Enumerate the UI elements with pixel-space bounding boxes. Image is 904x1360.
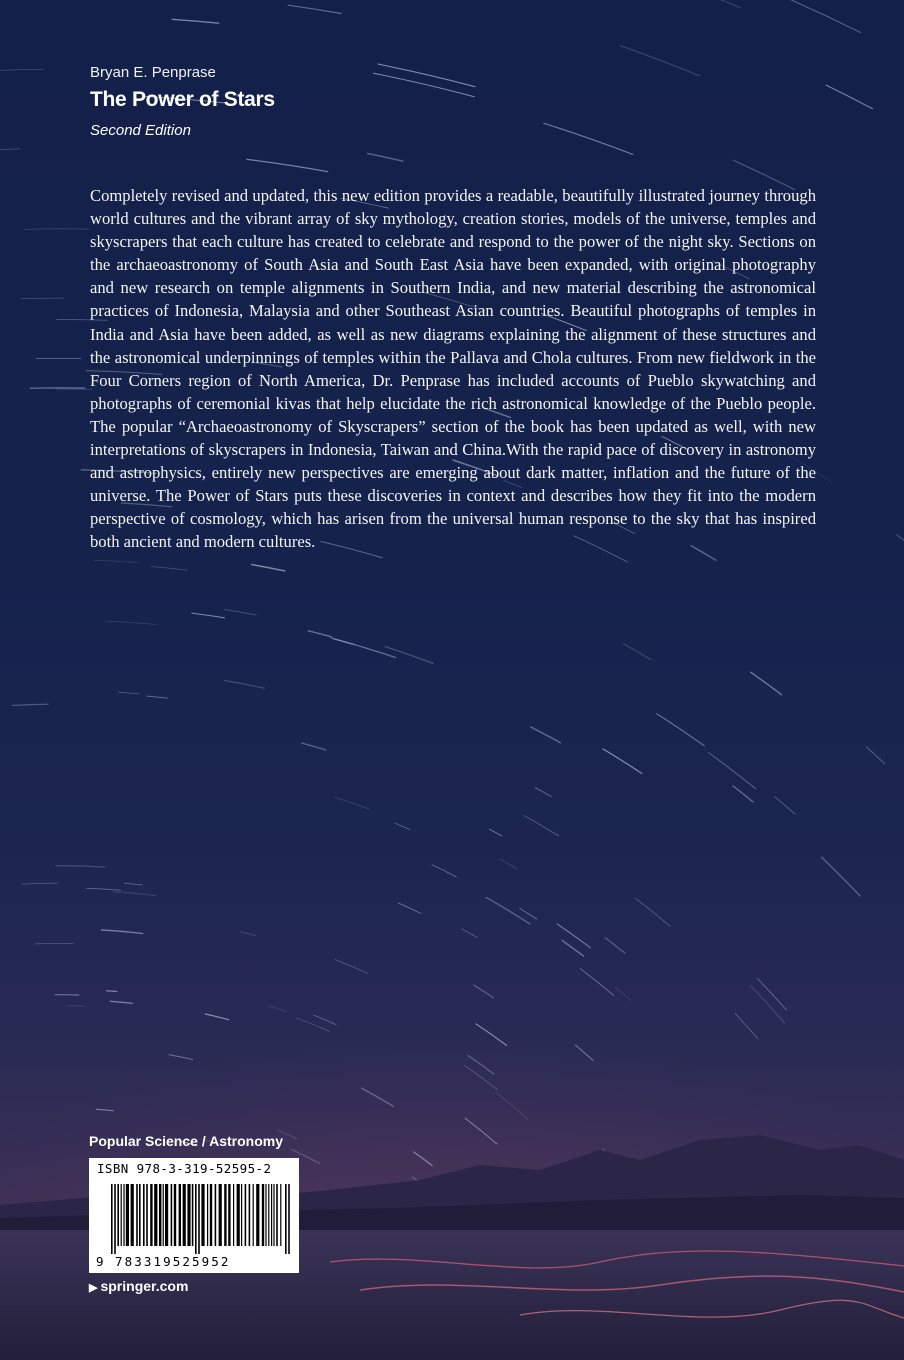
barcode-guard-bar [111, 1184, 113, 1254]
star-trail [867, 747, 885, 764]
star-trail [302, 743, 326, 750]
book-title: The Power of Stars [90, 88, 275, 111]
star-trail [225, 681, 265, 689]
star-trail [113, 892, 155, 896]
star-trail [500, 859, 517, 869]
triangle-right-icon: ▶ [89, 1282, 98, 1294]
ean-digits: 783319525952 [115, 1254, 231, 1269]
barcode-guard-bar [198, 1184, 200, 1254]
barcode-guard-bar [114, 1184, 116, 1254]
barcode-guard-bar [195, 1184, 197, 1254]
star-trail [56, 866, 105, 867]
isbn-text: ISBN 978-3-319-52595-2 [97, 1161, 272, 1176]
star-trail [822, 857, 860, 896]
barcode-bar [207, 1184, 208, 1246]
star-trail [106, 621, 157, 625]
barcode-guard-bar [285, 1184, 287, 1254]
barcode-bar [163, 1184, 164, 1246]
barcode-bar [271, 1184, 272, 1246]
star-trail [826, 85, 872, 109]
barcode-bar [150, 1184, 152, 1246]
star-trail [775, 797, 795, 814]
barcode-bar [159, 1184, 161, 1246]
barcode-bar [262, 1184, 264, 1246]
barcode-bar [273, 1184, 274, 1246]
star-trail [22, 298, 64, 299]
star-trail [374, 73, 475, 97]
barcode-bar [265, 1184, 266, 1246]
barcode-bar [210, 1184, 212, 1246]
barcode-bar [192, 1184, 194, 1246]
barcode-bar [165, 1184, 168, 1246]
barcode-bar [136, 1184, 138, 1246]
barcode-bar [187, 1184, 190, 1246]
barcode-bar [219, 1184, 222, 1246]
barcode-bar [276, 1184, 278, 1246]
barcode-bar [228, 1184, 230, 1246]
barcode-bar [123, 1184, 124, 1246]
barcode-bar [253, 1184, 254, 1246]
ean-first-digit: 9 [96, 1254, 104, 1269]
star-trail [87, 888, 121, 890]
star-trail [708, 753, 756, 789]
barcode-bar [126, 1184, 129, 1246]
star-trail [432, 865, 457, 877]
star-trail [395, 823, 410, 829]
star-trail [247, 159, 328, 171]
star-trail [332, 638, 396, 657]
star-trail [378, 64, 475, 87]
barcode-bar [233, 1184, 234, 1246]
star-trail [0, 149, 19, 150]
star-trail [657, 714, 705, 746]
barcode-bar [249, 1184, 251, 1246]
barcode-bar [256, 1184, 259, 1246]
barcode-guard-bar [288, 1184, 290, 1254]
barcode-bar [179, 1184, 181, 1246]
star-trail [770, 0, 860, 32]
barcode-bar [154, 1184, 157, 1246]
star-trail [335, 797, 369, 809]
star-trail [489, 829, 501, 836]
publisher-url: springer.com [100, 1278, 189, 1294]
star-trail [897, 535, 904, 590]
barcode-bar [215, 1184, 217, 1246]
star-trail [544, 123, 633, 154]
barcode-bar [268, 1184, 269, 1246]
barcode-bar [224, 1184, 226, 1246]
barcode-bar [131, 1184, 134, 1246]
star-trail [172, 19, 219, 23]
star-trail [225, 610, 256, 615]
star-trail [107, 991, 117, 992]
star-trail [679, 0, 740, 8]
publisher-link[interactable] [89, 1278, 188, 1294]
barcode-bar [139, 1184, 141, 1246]
barcode-bar [183, 1184, 186, 1246]
star-trail [94, 560, 139, 562]
star-trail [0, 69, 43, 70]
barcode-bar [143, 1184, 145, 1246]
star-trail [603, 749, 642, 774]
star-trail [623, 644, 651, 660]
barcode-bar [237, 1184, 240, 1246]
edition-label: Second Edition [90, 122, 191, 139]
barcode-bars [111, 1184, 291, 1254]
star-trail [751, 672, 782, 695]
star-trail [531, 727, 560, 743]
star-trail [620, 46, 700, 76]
barcode-bar [241, 1184, 242, 1246]
barcode-bar [245, 1184, 247, 1246]
barcode-bar [171, 1184, 173, 1246]
star-trail [13, 704, 48, 705]
star-trail [124, 883, 142, 885]
book-description: Completely revised and updated, this new edition provides a readable, beautifully illustrated journey through world cultures and the vibrant array of sky mythology, creation stories, models of the universe, temples and skyscrapers that each culture has created to celebrate and respond to the power of the night sky. Sections on the archaeoastronomy of South Asia and South East Asia have been expanded, with original photography and new research on temple alignments in Southern India, and new material describing the astronomical practices of Indonesia, Malaysia and other Southeast Asian countries. Beautiful photographs of temples in India and Asia have been added, as well as new diagrams explaining the alignment of these structures and the astronomical underpinnings of temples within the Pallava and Chola cultures. From new fieldwork in the Four Corners region of North America, Dr. Penprase has included accounts of Pueblo skywatching and photographs of ceremonial kivas that help elucidate the rich astronomical knowledge of the Pueblo people. The popular “Archaeoastronomy of Skyscrapers” section of the book has been updated as well, with new interpretations of skyscrapers in Indonesia, Taiwan and China.With the rapid pace of discovery in astronomy and astrophysics, entirely new perspectives are emerging about dark matter, inflation and the future of the universe. The Power of Stars puts these discoveries in context and describes how they fit into the modern perspective of cosmology, which has arisen from the universal human response to the sky that has inspired both ancient and modern cultures. [90, 186, 816, 552]
barcode-bar [280, 1184, 281, 1246]
star-trail [733, 786, 753, 802]
star-trail [385, 647, 433, 664]
barcode-bar [146, 1184, 148, 1246]
star-trail [308, 631, 331, 637]
star-trail [119, 692, 139, 694]
isbn-barcode [89, 1158, 299, 1273]
star-trail [151, 567, 187, 571]
star-trail [252, 565, 285, 571]
barcode-bar [201, 1184, 204, 1246]
barcode-bar [174, 1184, 176, 1246]
barcode-bar [117, 1184, 119, 1246]
barcode-bar [121, 1184, 122, 1246]
star-trail [192, 613, 225, 618]
star-trail [524, 816, 559, 836]
star-trail [368, 154, 403, 162]
star-trail [147, 696, 168, 698]
star-trail [536, 788, 552, 797]
category-label: Popular Science / Astronomy [89, 1133, 283, 1149]
author-name: Bryan E. Penprase [90, 64, 216, 81]
star-trail [288, 5, 341, 13]
star-trail [22, 883, 57, 884]
